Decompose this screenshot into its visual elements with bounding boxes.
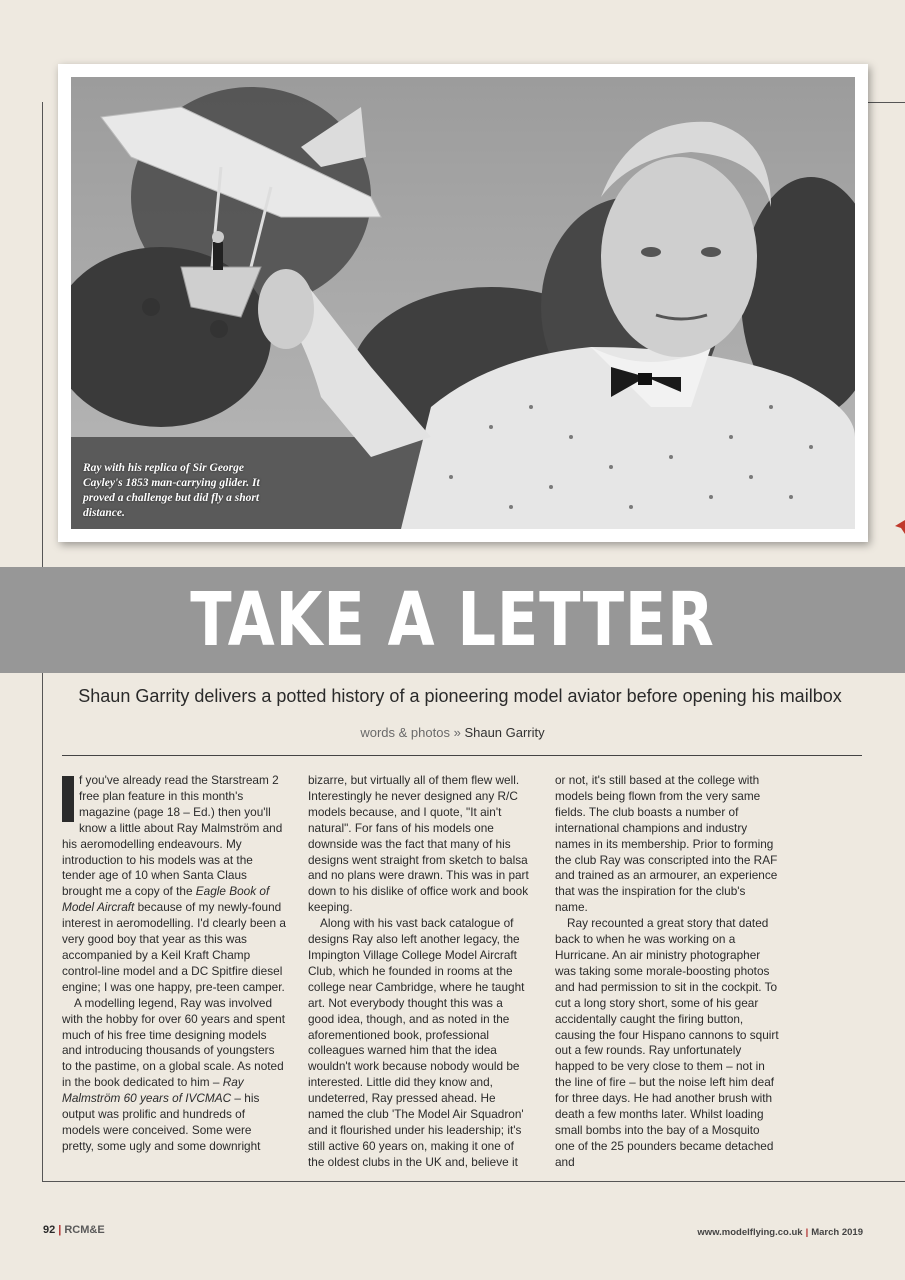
- paragraph-text: because of my newly-found interest in aeromodelling. I'd clearly been a very good boy that year as this was accompanied by a Keil Kraft Champ control-line model and a DC Spitfire diesel engine; I was one happy, pre-teen camper.: [62, 900, 286, 994]
- footer-folio: 92 | RCM&E: [43, 1224, 105, 1236]
- article-paragraph: bizarre, but virtually all of them flew well. Interestingly he never designed any R/C models because, and I quote, "It ain't natural". For fans of his models one downside was the fact that many of his designs went straight from sketch to balsa and no plans were drawn. This was in part down to his dislike of office work and book keeping.: [308, 773, 529, 915]
- paragraph-text: – his output was prolific and hundreds of models were conceived. Some were pretty, some ugly and some downright: [62, 1091, 261, 1153]
- headline-band: [0, 567, 905, 673]
- feature-photo: [71, 77, 855, 529]
- article-column-3: [555, 773, 779, 1171]
- standfirst-rule: [62, 755, 862, 756]
- article-paragraph: [62, 773, 286, 996]
- red-page-mark: [895, 520, 905, 534]
- footer-site: www.modelflying.co.uk | March 2019: [697, 1227, 863, 1238]
- article-paragraph: Along with his vast back catalogue of designs Ray also left another legacy, the Impington Village College Model Aircraft Club, which he founded in rooms at the college near Cambridge, where he taught art. Not everybody thought this was a good idea, though, and as noted in the aforementioned book, professional colleagues warned him that the idea wouldn't work because nobody would be interested. Little did they know and, undeterred, Ray pressed ahead. He named the club 'The Model Air Squadron' and it flourished under his leadership; it's still active 60 years on, making it one of the oldest clubs in the UK and, believe it: [308, 916, 525, 1169]
- photo-frame: [58, 64, 868, 542]
- byline: [0, 725, 905, 740]
- headline: TAKE A LETTER: [190, 577, 715, 663]
- book-title: Eagle Book of Model Aircraft: [62, 884, 270, 915]
- photo-caption: Ray with his replica of Sir George Cayley's 1853 man-carrying glider. It proved a challenge but did fly a short distance.: [83, 462, 260, 519]
- byline-author: Shaun Garrity: [464, 725, 545, 740]
- frame-rule-top: [868, 102, 905, 103]
- paragraph-text: A modelling legend, Ray was involved with the hobby for over 60 years and spent much of his free time designing models and introducing thousands of youngsters to the pastime, on a global scale. As noted in the book dedicated to him –: [62, 995, 285, 1090]
- article-paragraph: Ray recounted a great story that dated back to when he was working on a Hurricane. An air ministry photographer was taking some morale-boosting photos and had permission to sit in the cockpit. To cut a long story short, some of his gear accidentally caught the firing button, causing the four Hispano cannons to squirt out a few rounds. Ray unfortunately happed to be very close to them – not in the line of fire – but the noise left him deaf for three days. He had another brush with death a few months later. Whilst loading small bombs into the bay of a Mosquito one of the 25 pounders became detached and: [555, 916, 779, 1169]
- byline-label: words & photos »: [360, 725, 461, 740]
- issue-date: March 2019: [811, 1227, 863, 1238]
- article-paragraph: or not, it's still based at the college with models being flown from the very same fields. The club boasts a number of international champions and industry names in its membership. Prior to forming the club Ray was conscripted into the RAF and trained as an armourer, an experience that was the inspiration for the club's name.: [555, 773, 778, 915]
- article-column-1: [62, 773, 286, 1155]
- drop-cap: [62, 776, 74, 822]
- website-url: www.modelflying.co.uk: [697, 1227, 803, 1238]
- standfirst: Shaun Garrity delivers a potted history of a pioneering model aviator before opening his mailbox: [78, 686, 842, 706]
- frame-rule-bottom: [42, 1181, 905, 1182]
- article-column-2: [308, 773, 532, 1171]
- paragraph-text: f you've already read the Starstream 2 free plan feature in this month's magazine (page 18 – Ed.) then you'll know a little about Ray Malmström and his aeromodelling endeavours. My introduction to his models was at the tender age of 10 when Santa Claus brought me a copy of the: [62, 773, 283, 899]
- page-number: 92: [43, 1224, 56, 1236]
- article-paragraph: [62, 996, 286, 1155]
- publication-name: RCM&E: [64, 1224, 105, 1236]
- book-title: Ray Malmström 60 years of IVCMAC: [62, 1075, 244, 1106]
